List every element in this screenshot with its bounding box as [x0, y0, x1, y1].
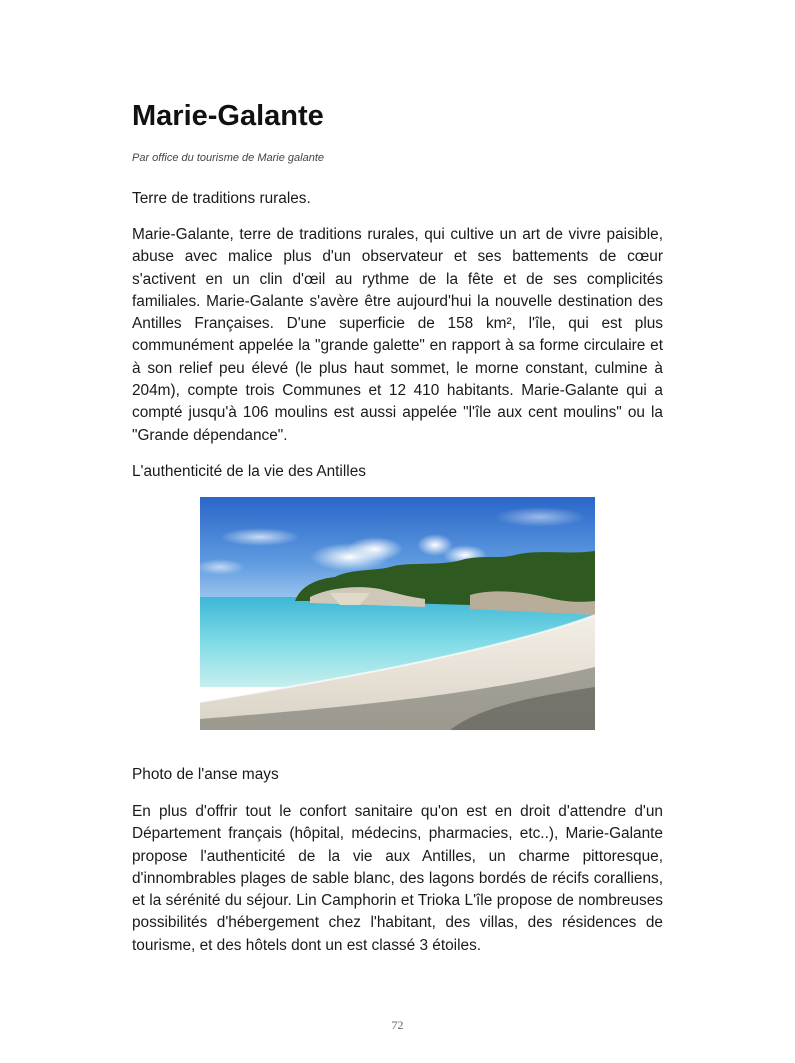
page-number: 72 [391, 1018, 404, 1032]
section-subheading: L'authenticité de la vie des Antilles [132, 463, 366, 480]
intro-line: Terre de traditions rurales. [132, 190, 311, 207]
beach-photo [200, 497, 595, 730]
photo-caption: Photo de l'anse mays [132, 766, 279, 783]
body-paragraph-1: Marie-Galante, terre de traditions rurales, qui cultive un art de vivre paisible, abuse avec malice plus d'un observateur et ses battements de cœur s'activent en un clin d'œil au rythme de la fête et de ses complicités familiales. Marie-Galante s'avère être aujourd'hui la nouvelle destination des Antilles Françaises. D'une superficie de 158 km², l'île, qui est plus communément appelée la "grande galette" en rapport à sa forme circulaire et à son relief peu élevé (le plus haut sommet, le morne constant, culmine à 204m), compte trois Communes et 12 410 habitants. Marie-Galante qui a compté jusqu'à 106 moulins est aussi appelée "l'île aux cent moulins" ou la "Grande dépendance". [132, 226, 663, 444]
article-byline: Par office du tourisme de Marie galante [132, 152, 324, 164]
article-title: Marie-Galante [132, 100, 324, 132]
body-paragraph-2: En plus d'offrir tout le confort sanitaire qu'on est en droit d'attendre d'un Département français (hôpital, médecins, pharmacies, etc..), Marie-Galante propose l'authenticité de la vie aux Antilles, un charme pittoresque, d'innombrables plages de sable blanc, des lagons bordés de récifs coralliens, et la sérénité du séjour. Lin Camphorin et Trioka L'île propose de nombreuses possibilités d'hébergement chez l'habitant, des villas, des résidences de tourisme, et des hôtels dont un est classé 3 étoiles. [132, 803, 663, 954]
